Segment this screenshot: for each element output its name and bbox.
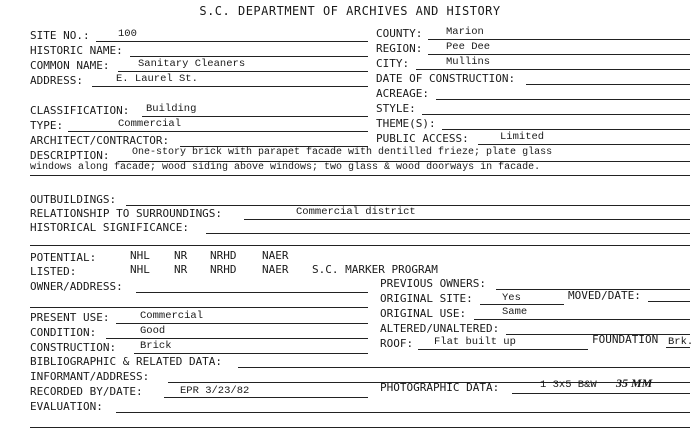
- foundation-line: [666, 347, 690, 348]
- relationship-label: RELATIONSHIP TO SURROUNDINGS:: [30, 207, 223, 220]
- condition-label: CONDITION:: [30, 326, 97, 339]
- region-label: REGION:: [376, 42, 423, 55]
- classification-value: Building: [146, 103, 197, 115]
- photographic-data-value: 1 3x5 B&W: [540, 379, 597, 391]
- address-value: E. Laurel St.: [116, 73, 198, 85]
- description-label: DESCRIPTION:: [30, 149, 110, 162]
- county-value: Marion: [446, 26, 484, 38]
- bibliographic-label: BIBLIOGRAPHIC & RELATED DATA:: [30, 355, 223, 368]
- significance-rule-2: [30, 245, 690, 246]
- listed-nhl: NHL: [130, 263, 150, 276]
- foundation-value: Brk.: [668, 336, 694, 348]
- significance-line: [206, 233, 690, 234]
- potential-nhl: NHL: [130, 249, 150, 262]
- acreage-line: [436, 99, 690, 100]
- address-line: [92, 86, 368, 87]
- potential-nr: NR: [174, 249, 188, 262]
- type-value: Commercial: [118, 118, 182, 130]
- outbuildings-label: OUTBUILDINGS:: [30, 193, 117, 206]
- moved-date-label: MOVED/DATE:: [568, 289, 641, 302]
- present-use-line: [116, 323, 368, 324]
- listed-nr: NR: [174, 263, 188, 276]
- classification-label: CLASSIFICATION:: [30, 104, 130, 117]
- common-name-value: Sanitary Cleaners: [138, 58, 246, 70]
- informant-label: INFORMANT/ADDRESS:: [30, 370, 150, 383]
- photographic-data-line: [512, 393, 690, 394]
- date-of-construction-label: DATE OF CONSTRUCTION:: [376, 72, 516, 85]
- altered-label: ALTERED/UNALTERED:: [380, 322, 500, 335]
- roof-label: ROOF:: [380, 337, 414, 350]
- architect-label: ARCHITECT/CONTRACTOR:: [30, 134, 170, 147]
- city-label: CITY:: [376, 57, 410, 70]
- public-access-value: Limited: [500, 131, 545, 143]
- evaluation-line-2: [30, 427, 690, 428]
- potential-nrhd: NRHD: [210, 249, 237, 262]
- theme-line: [442, 129, 690, 130]
- evaluation-line: [116, 412, 690, 413]
- description-line-2: windows along facade; wood siding above windows; two glass & wood doorways in facade.: [30, 162, 541, 173]
- owner-label: OWNER/ADDRESS:: [30, 280, 123, 293]
- description-rule-2: [30, 175, 690, 176]
- classification-line: [142, 116, 368, 117]
- listed-label: LISTED:: [30, 265, 77, 278]
- listed-nrhd: NRHD: [210, 263, 237, 276]
- type-line: [68, 131, 368, 132]
- foundation-label: FOUNDATION: [592, 333, 659, 346]
- address-label: ADDRESS:: [30, 74, 83, 87]
- form-title: S.C. DEPARTMENT OF ARCHIVES AND HISTORY: [199, 4, 501, 18]
- roof-value: Flat built up: [434, 336, 516, 348]
- region-line: [428, 54, 690, 55]
- historic-name-line: [130, 56, 368, 57]
- county-line: [428, 39, 690, 40]
- present-use-value: Commercial: [140, 310, 204, 322]
- public-access-line: [478, 144, 690, 145]
- type-label: TYPE:: [30, 119, 64, 132]
- owner-line: [136, 292, 368, 293]
- potential-naer: NAER: [262, 249, 289, 262]
- marker-program-label: S.C. MARKER PROGRAM: [312, 263, 438, 276]
- condition-line: [106, 338, 368, 339]
- photographic-data-label: PHOTOGRAPHIC DATA:: [380, 381, 500, 394]
- original-use-line: [474, 319, 690, 320]
- theme-label: THEME(S):: [376, 117, 436, 130]
- potential-label: POTENTIAL:: [30, 251, 97, 264]
- original-use-value: Same: [502, 306, 528, 318]
- recorded-by-label: RECORDED BY/DATE:: [30, 385, 143, 398]
- site-no-value: 100: [118, 28, 137, 40]
- common-name-line: [118, 71, 368, 72]
- construction-value: Brick: [140, 340, 172, 352]
- condition-value: Good: [140, 325, 166, 337]
- significance-label: HISTORICAL SIGNIFICANCE:: [30, 221, 189, 234]
- site-no-line: [96, 41, 368, 42]
- construction-label: CONSTRUCTION:: [30, 341, 117, 354]
- region-value: Pee Dee: [446, 41, 491, 53]
- owner-line-2: [30, 307, 368, 308]
- style-label: STYLE:: [376, 102, 416, 115]
- recorded-by-value: EPR 3/23/82: [180, 385, 250, 397]
- historic-name-label: HISTORIC NAME:: [30, 44, 123, 57]
- evaluation-label: EVALUATION:: [30, 400, 103, 413]
- original-use-label: ORIGINAL USE:: [380, 307, 467, 320]
- original-site-line: [480, 304, 564, 305]
- relationship-value: Commercial district: [296, 206, 416, 218]
- recorded-by-line: [164, 397, 368, 398]
- present-use-label: PRESENT USE:: [30, 311, 110, 324]
- listed-naer: NAER: [262, 263, 289, 276]
- common-name-label: COMMON NAME:: [30, 59, 110, 72]
- style-line: [422, 114, 690, 115]
- moved-date-line: [648, 301, 690, 302]
- relationship-line: [244, 219, 690, 220]
- city-value: Mullins: [446, 56, 491, 68]
- bibliographic-line: [238, 367, 690, 368]
- city-line: [416, 69, 690, 70]
- county-label: COUNTY:: [376, 27, 423, 40]
- photographic-data-handwritten: 35 MM: [616, 376, 653, 390]
- original-site-value: Yes: [502, 292, 521, 304]
- date-of-construction-line: [526, 84, 690, 85]
- description-line-1: One-story brick with parapet facade with dentilled frieze; plate glass: [132, 147, 553, 158]
- roof-line: [418, 349, 588, 350]
- site-no-label: SITE NO.:: [30, 29, 90, 42]
- acreage-label: ACREAGE:: [376, 87, 429, 100]
- construction-line: [134, 353, 368, 354]
- original-site-label: ORIGINAL SITE:: [380, 292, 473, 305]
- previous-owners-label: PREVIOUS OWNERS:: [380, 277, 486, 290]
- public-access-label: PUBLIC ACCESS:: [376, 132, 469, 145]
